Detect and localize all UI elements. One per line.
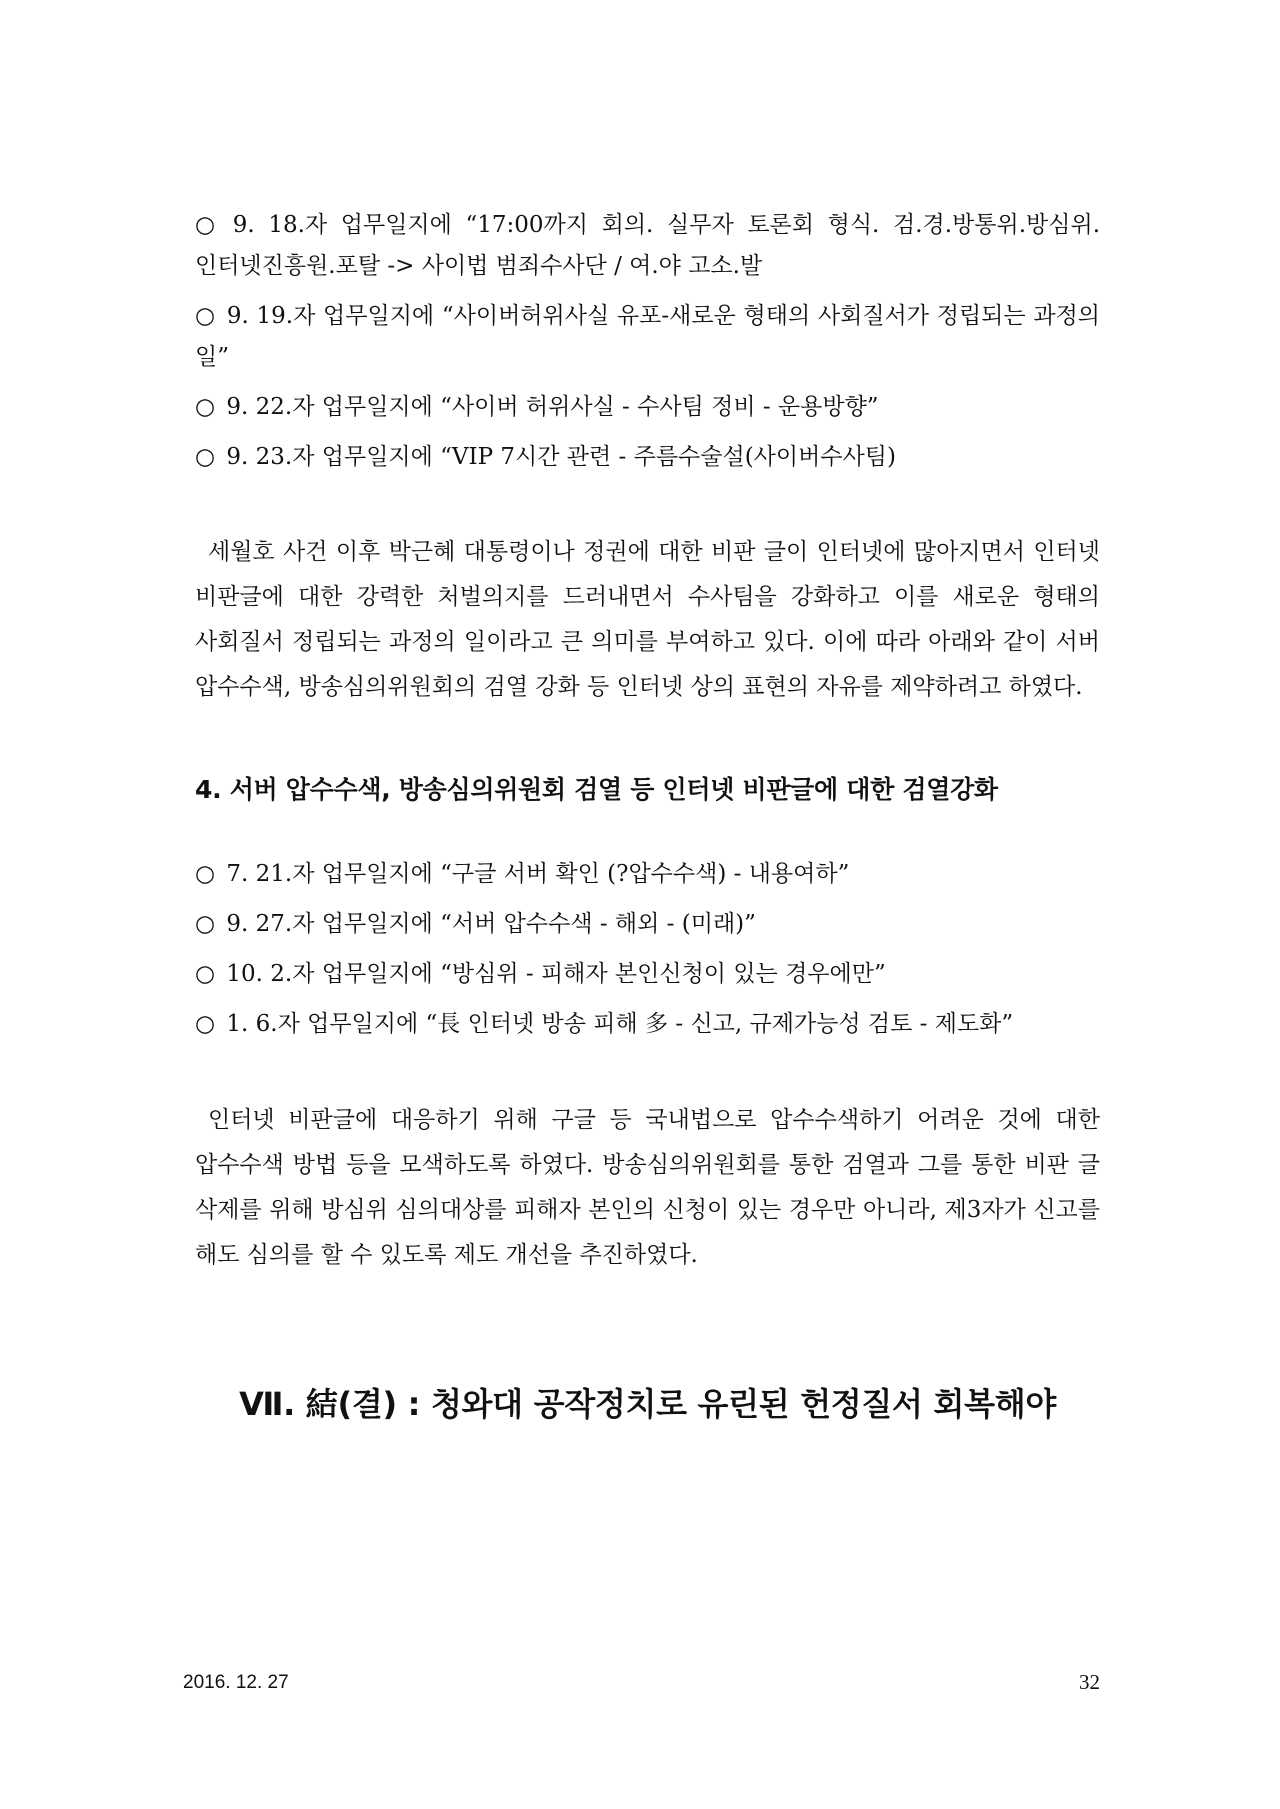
circle-bullet-icon: ○ bbox=[195, 961, 216, 987]
list-item-text: 1. 6.자 업무일지에 “長 인터넷 방송 피해 多 - 신고, 규제가능성 검토 - 제도화” bbox=[226, 1011, 1014, 1037]
list-item bbox=[195, 437, 1100, 478]
list-item bbox=[195, 296, 1100, 378]
page-body bbox=[195, 205, 1100, 1426]
list-item-text: 9. 18.자 업무일지에 “17:00까지 회의. 실무자 토론회 형식. 검.경.방통위.방심위.인터넷진흥원.포탈 -> 사이법 범죄수사단 / 여.야 고소.발 bbox=[195, 212, 1100, 279]
chapter-heading: Ⅶ. 結(결) : 청와대 공작정치로 유린된 헌정질서 회복해야 bbox=[239, 1385, 1056, 1423]
footer-date: 2016. 12. 27 bbox=[183, 1672, 289, 1693]
list-item-text: 9. 27.자 업무일지에 “서버 압수수색 - 해외 - (미래)” bbox=[226, 911, 756, 937]
bullet-list-diary-entries-1 bbox=[195, 205, 1100, 478]
list-item-text: 9. 19.자 업무일지에 “사이버허위사실 유포-새로운 형태의 사회질서가 정립되는 과정의 일” bbox=[195, 303, 1101, 370]
bullet-list-diary-entries-2 bbox=[195, 854, 1100, 1045]
circle-bullet-icon: ○ bbox=[195, 911, 216, 937]
list-item-text: 9. 23.자 업무일지에 “VIP 7시간 관련 - 주름수술설(사이버수사팀) bbox=[226, 444, 896, 470]
list-item-text: 7. 21.자 업무일지에 “구글 서버 확인 (?압수수색) - 내용여하” bbox=[226, 861, 850, 887]
circle-bullet-icon: ○ bbox=[195, 861, 216, 887]
list-item bbox=[195, 205, 1100, 287]
list-item bbox=[195, 954, 1100, 995]
circle-bullet-icon: ○ bbox=[195, 212, 216, 238]
list-item bbox=[195, 904, 1100, 945]
circle-bullet-icon: ○ bbox=[195, 1011, 216, 1037]
list-item-text: 9. 22.자 업무일지에 “사이버 허위사실 - 수사팀 정비 - 운용방향” bbox=[226, 394, 879, 420]
body-paragraph-1: 세월호 사건 이후 박근혜 대통령이나 정권에 대한 비판 글이 인터넷에 많아지면서 인터넷 비판글에 대한 강력한 처벌의지를 드러내면서 수사팀을 강화하고 이를 새로운 형태의 사회질서 정립되는 과정의 일이라고 큰 의미를 부여하고 있다. 이에 따라 아래와 같이 서버 압수수색, 방송심의위원회의 검열 강화 등 인터넷 상의 표현의 자유를 제약하려고 하였다. bbox=[195, 539, 1100, 700]
circle-bullet-icon: ○ bbox=[195, 444, 216, 470]
section-heading: 4. 서버 압수수색, 방송심의위원회 검열 등 인터넷 비판글에 대한 검열강화 bbox=[195, 775, 998, 804]
list-item-text: 10. 2.자 업무일지에 “방심위 - 피해자 본인신청이 있는 경우에만” bbox=[226, 961, 886, 987]
circle-bullet-icon: ○ bbox=[195, 303, 216, 329]
circle-bullet-icon: ○ bbox=[195, 394, 216, 420]
page-number: 32 bbox=[1079, 1670, 1100, 1694]
list-item bbox=[195, 854, 1100, 895]
list-item bbox=[195, 387, 1100, 428]
body-paragraph-2: 인터넷 비판글에 대응하기 위해 구글 등 국내법으로 압수수색하기 어려운 것에 대한 압수수색 방법 등을 모색하도록 하였다. 방송심의위원회를 통한 검열과 그를 통한 비판 글 삭제를 위해 방심위 심의대상를 피해자 본인의 신청이 있는 경우만 아니라, 제3자가 신고를 해도 심의를 할 수 있도록 제도 개선을 추진하였다. bbox=[195, 1107, 1100, 1268]
list-item bbox=[195, 1004, 1100, 1045]
